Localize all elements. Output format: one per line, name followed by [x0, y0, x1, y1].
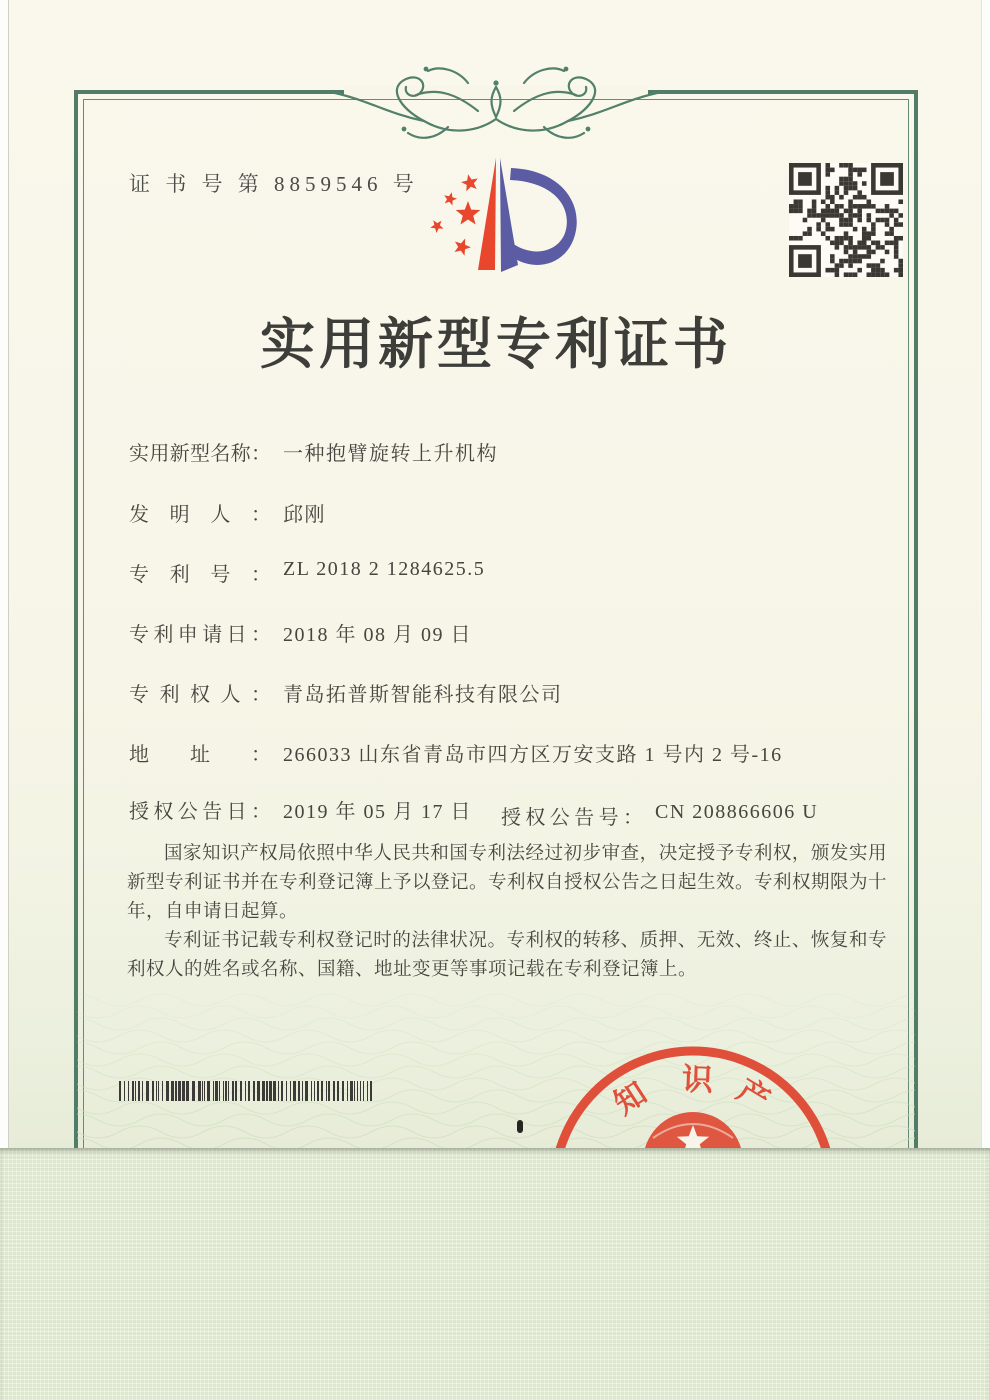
- field-inventor: [129, 498, 326, 527]
- field-grant-date: [129, 795, 501, 824]
- field-value: 2019 年 05 月 17 日: [283, 801, 472, 823]
- flourish-ornament-icon: [326, 57, 666, 152]
- field-grant-number: [501, 801, 818, 830]
- field-value: 青岛拓普斯智能科技有限公司: [283, 684, 563, 706]
- field-value: ZL 2018 2 1284625.5: [283, 558, 486, 580]
- field-label: 地址：: [129, 744, 271, 766]
- field-label: 专利权人：: [129, 684, 271, 706]
- seal-char: 知: [607, 1075, 653, 1122]
- official-seal-icon: [541, 1040, 845, 1148]
- field-grant-row: [129, 795, 818, 830]
- field-value: 邱刚: [283, 504, 326, 526]
- certificate-title: 实用新型专利证书: [259, 314, 732, 375]
- seal-char: 识: [681, 1061, 714, 1098]
- field-label: 发明人：: [129, 504, 271, 526]
- scanner-backing-band: [0, 1148, 990, 1400]
- ink-speck: [517, 1120, 523, 1133]
- certificate-number: 证 书 号 第 8859546 号: [129, 172, 419, 196]
- field-value: 一种抱臂旋转上升机构: [283, 443, 498, 465]
- field-patentee: [129, 678, 563, 707]
- field-value: 2018 年 08 月 09 日: [283, 624, 472, 646]
- field-label: 专利申请日：: [129, 624, 271, 646]
- field-label: 授权公告日：: [129, 801, 271, 823]
- legal-paragraph-2: 专利证书记载专利权登记时的法律状况。专利权的转移、质押、无效、终止、恢复和专利权人的姓名或名称、国籍、地址变更等事项记载在专利登记簿上。: [127, 931, 887, 980]
- qr-code: [789, 163, 903, 277]
- seal-char: 产: [731, 1072, 776, 1118]
- field-patent-number: [129, 558, 485, 587]
- field-utility-model-name: [129, 437, 498, 466]
- legal-paragraph-1: 国家知识产权局依照中华人民共和国专利法经过初步审查，决定授予专利权，颁发实用新型专利证书并在专利登记簿上予以登记。专利权自授权公告之日起生效。专利权期限为十年，自申请日起算。: [127, 844, 888, 922]
- field-filing-date: [129, 618, 472, 647]
- field-value: 266033 山东省青岛市四方区万安支路 1 号内 2 号-16: [283, 744, 783, 766]
- field-label: 专利号：: [129, 564, 271, 586]
- legal-text: [127, 840, 887, 985]
- field-label: 授权公告号：: [501, 807, 643, 829]
- certificate-paper: [8, 0, 982, 1148]
- field-label: 实用新型名称：: [129, 443, 271, 465]
- field-address: [129, 738, 783, 767]
- barcode: [119, 1081, 381, 1101]
- cnipa-logo-icon: [401, 146, 601, 296]
- field-value: CN 208866606 U: [655, 801, 819, 823]
